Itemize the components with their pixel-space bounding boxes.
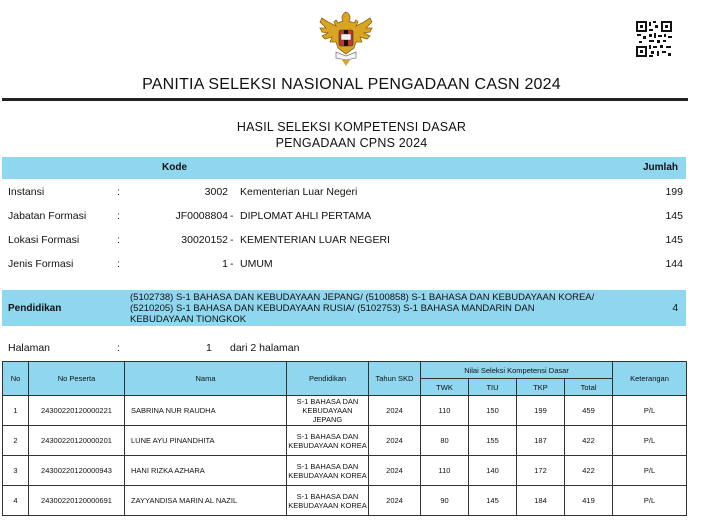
cell-tahun: 2024 <box>369 426 421 456</box>
info-dash: - <box>230 258 234 270</box>
cell-tiu: 155 <box>469 426 517 456</box>
info-row-instansi <box>8 186 683 202</box>
cell-no: 2 <box>3 426 29 456</box>
cell-no: 4 <box>3 486 29 516</box>
cell-total: 422 <box>565 456 613 486</box>
cell-tiu: 150 <box>469 396 517 426</box>
cell-twk: 90 <box>421 486 469 516</box>
cell-nama: HANI RIZKA AZHARA <box>125 456 287 486</box>
info-row-jenis <box>8 258 683 274</box>
col-header-tahun: Tahun SKD <box>369 362 421 396</box>
col-header-nilai: Nilai Seleksi Kompetensi Dasar <box>421 362 613 379</box>
halaman-page: 1 <box>206 342 212 354</box>
cell-twk: 110 <box>421 456 469 486</box>
info-colon: : <box>117 234 120 246</box>
cell-no-peserta: 24300220120000943 <box>29 456 125 486</box>
col-header-no-peserta: No Peserta <box>29 362 125 396</box>
info-count: 145 <box>665 234 683 246</box>
cell-pendidikan: S-1 BAHASA DAN KEBUDAYAAN KOREA <box>287 426 369 456</box>
document-subtitle: HASIL SELEKSI KOMPETENSI DASAR <box>236 120 467 134</box>
cell-keterangan: P/L <box>613 426 687 456</box>
qr-code-icon <box>635 20 673 58</box>
info-dash: - <box>230 234 234 246</box>
info-dash: - <box>230 210 234 222</box>
info-code: 30020152 <box>181 234 228 246</box>
halaman-label: Halaman <box>8 342 51 354</box>
info-name: DIPLOMAT AHLI PERTAMA <box>240 210 372 222</box>
cell-nama: SABRINA NUR RAUDHA <box>125 396 287 426</box>
results-table <box>2 361 687 516</box>
cell-twk: 110 <box>421 396 469 426</box>
cell-no: 3 <box>3 456 29 486</box>
cell-pendidikan: S-1 BAHASA DAN KEBUDAYAAN KOREA <box>287 486 369 516</box>
cell-tkp: 199 <box>517 396 565 426</box>
info-code: 3002 <box>204 186 228 198</box>
cell-pendidikan: S-1 BAHASA DAN KEBUDAYAAN KOREA <box>287 456 369 486</box>
table-row <box>3 486 687 516</box>
info-colon: : <box>117 186 120 198</box>
cell-total: 422 <box>565 426 613 456</box>
col-header-keterangan: Keterangan <box>613 362 687 396</box>
pendidikan-bar <box>2 290 686 326</box>
col-header-twk: TWK <box>421 379 469 396</box>
pendidikan-label: Pendidikan <box>8 303 62 314</box>
col-header-tiu: TIU <box>469 379 517 396</box>
col-header-no: No <box>3 362 29 396</box>
document-subtitle-2: PENGADAAN CPNS 2024 <box>275 136 428 150</box>
kode-header-bar <box>2 157 686 179</box>
pagination-info <box>8 342 408 356</box>
table-row <box>3 396 687 426</box>
halaman-colon: : <box>117 342 120 354</box>
info-colon: : <box>117 210 120 222</box>
col-header-pendidikan: Pendidikan <box>287 362 369 396</box>
info-name: KEMENTERIAN LUAR NEGERI <box>240 234 390 246</box>
garuda-emblem-icon <box>316 8 376 70</box>
cell-tiu: 140 <box>469 456 517 486</box>
info-name: UMUM <box>240 258 273 270</box>
info-row-lokasi <box>8 234 683 250</box>
info-code: 1 <box>222 258 228 270</box>
cell-tahun: 2024 <box>369 456 421 486</box>
info-colon: : <box>117 258 120 270</box>
kode-label: Kode <box>162 162 187 173</box>
cell-tahun: 2024 <box>369 396 421 426</box>
cell-keterangan: P/L <box>613 486 687 516</box>
cell-pendidikan: S-1 BAHASA DAN KEBUDAYAAN JEPANG <box>287 396 369 426</box>
col-header-total: Total <box>565 379 613 396</box>
info-code: JF0008804 <box>175 210 228 222</box>
info-label: Jabatan Formasi <box>8 210 87 222</box>
page-title: PANITIA SELEKSI NASIONAL PENGADAAN CASN 2024 <box>142 76 561 93</box>
info-label: Instansi <box>8 186 45 198</box>
cell-twk: 80 <box>421 426 469 456</box>
cell-keterangan: P/L <box>613 396 687 426</box>
info-count: 145 <box>665 210 683 222</box>
info-label: Lokasi Formasi <box>8 234 80 246</box>
info-count: 144 <box>665 258 683 270</box>
halaman-total: dari 2 halaman <box>230 342 300 354</box>
cell-no-peserta: 24300220120000221 <box>29 396 125 426</box>
table-row <box>3 456 687 486</box>
cell-tkp: 172 <box>517 456 565 486</box>
info-label: Jenis Formasi <box>8 258 74 270</box>
cell-tahun: 2024 <box>369 486 421 516</box>
info-row-jabatan <box>8 210 683 226</box>
cell-tkp: 184 <box>517 486 565 516</box>
col-header-tkp: TKP <box>517 379 565 396</box>
cell-no-peserta: 24300220120000201 <box>29 426 125 456</box>
cell-no: 1 <box>3 396 29 426</box>
col-header-nama: Nama <box>125 362 287 396</box>
pendidikan-text: (5102738) S-1 BAHASA DAN KEBUDAYAAN JEPANG/ (5100858) S-1 BAHASA DAN KEBUDAYAAN KOREA/ (5210205) S-1 BAHASA DAN KEBUDAYAAN RUSIA/ (5102753) S-1 BAHASA MANDARIN DAN KEBUDAYAAN TIONGKOK <box>130 292 595 325</box>
cell-nama: ZAYYANDISA MARIN AL NAZIL <box>125 486 287 516</box>
cell-no-peserta: 24300220120000691 <box>29 486 125 516</box>
pendidikan-count: 4 <box>672 303 678 314</box>
jumlah-label: Jumlah <box>642 162 678 173</box>
cell-total: 459 <box>565 396 613 426</box>
info-name: Kementerian Luar Negeri <box>240 186 358 198</box>
cell-nama: LUNE AYU PINANDHITA <box>125 426 287 456</box>
table-row <box>3 426 687 456</box>
info-count: 199 <box>665 186 683 198</box>
cell-tiu: 145 <box>469 486 517 516</box>
cell-tkp: 187 <box>517 426 565 456</box>
header-divider <box>2 98 688 101</box>
cell-keterangan: P/L <box>613 456 687 486</box>
cell-total: 419 <box>565 486 613 516</box>
